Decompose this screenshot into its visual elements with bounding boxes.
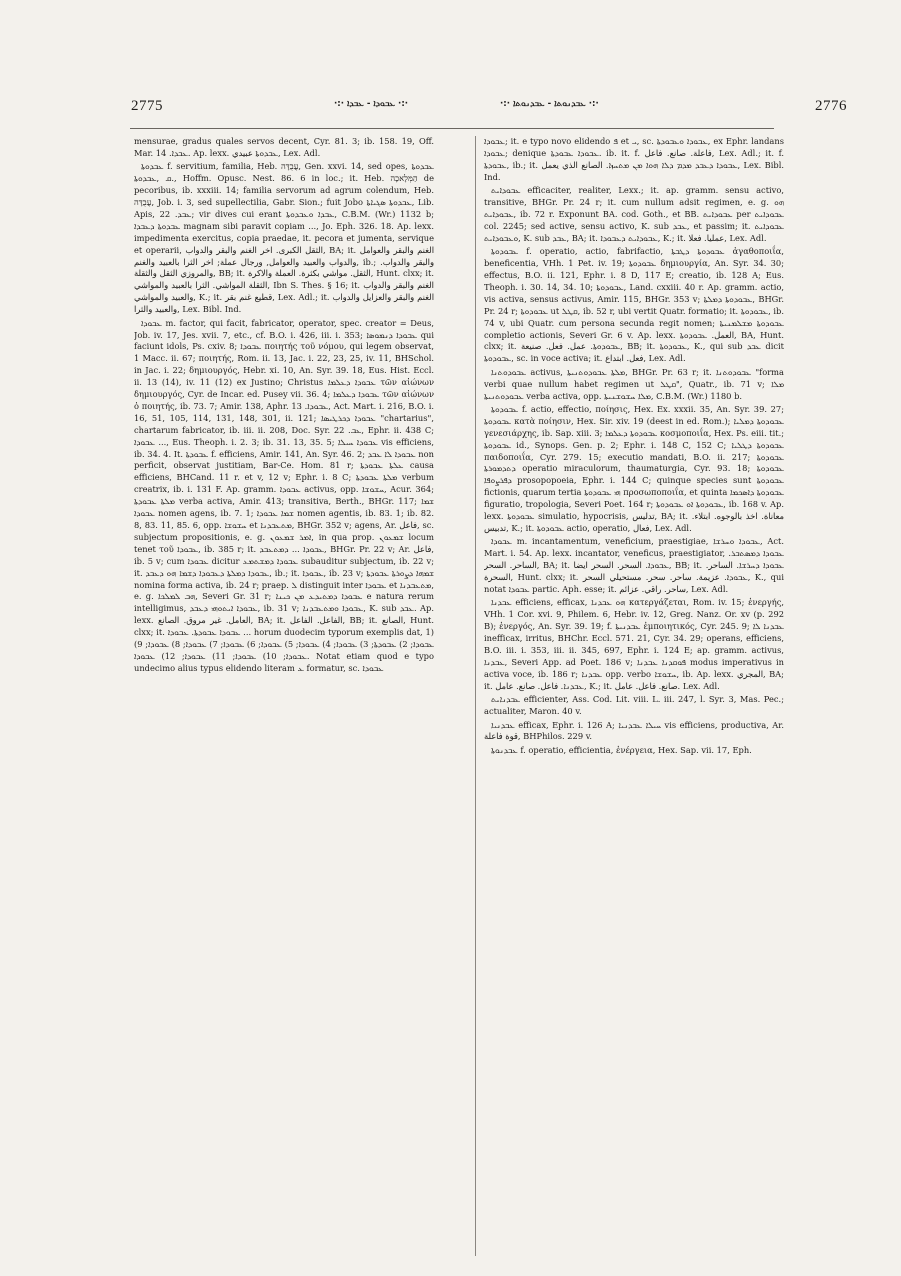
entry-paragraph: ܥܒܕܢܐܝܬ efficienter, Ass. Cod. Lit. viii. L. iii. 247, l. Syr. 3, Mas. Pec.; actualiter, Maron. 40 v. (484, 694, 784, 717)
column-divider (475, 136, 476, 1256)
page-number-left: 2775 (131, 98, 163, 114)
entry-paragraph: ܥܒܘܕܘܬܐ f. actio, effectio, ποίησις, Hex. Ex. xxxii. 35, An. Syr. 39. 27; ܥܒܘܕܘܬܐ κατὰ ποίησιν, Hex. Sir. xiv. 19 (deest in ed. Rom.); ܥܒܘܕܘܬܐ ܕܡܠܝܐ γενεσιάρχης, ib. Sap. xiii. 3; ܥܒܘܕܘܬܐ ܕܥܠܡܐ κοσμοποιΐα, Hex. Ps. eiii. tit.; ܥܒܘܕܘܬܐ id., Synops. Gen. p. 2; Ephr. i. 148 C, 152 C; ܥܒܘܕܘܬܐ ܕܛܠܝܐ παιδοποιΐα, Cyr. 279. 15; executio mandati, B.O. ii. 217; ܥܒܘܕܘܬܐ ܕܬܕܡܘܪܬܐ operatio miraculorum, thaumaturgia, Cyr. 93. 18; ܥܒܘܕܘܬܐ ܕܦܪܨܘܦܐ prosopopoeia, Ephr. i. 144 C; quinque species sunt ܥܒܘܕܘܬܐ fictionis, quarum tertia ܗܝ ܥܒܘܕܘܬܐ προσωποποιΐα, et quinta ܥܒܘܕܘܬܐ ܕܐܣܟܡܐ figuratio, tropologia, Severi Poet. 164 r; ܥܒܘܕܘܬܐ ܐܘ ܥܒܘܕܘܬܐ, ib. 168 v. Ap. lexx. ܥܒܘܕܘܬܐ simulatio, hypocrisis, تدليس, BA; it. معاناة. اخذ بالوجوه. ابتلاء. تدبيس, K.; it. ܥܒܘܕܘܬܐ actio, operatio, فعال, Lex. Adl. (484, 403, 784, 533)
entry-paragraph: ܥܒܘܕܘܬܢܐ activus, ܡܠܬܐ ܥܒܘܕܘܬܢܝܬܐ, BHGr. Pr. 63 r; it. ܥܒܘܕܘܬܢܐ "forma verbi quae nullum habet regimen ut ܩܛܠ", Quatr., ib. 71 v; ܡܠܐ ܥܒܘܕܘܬܢܝܬܐ verba activa, opp. ܡܠܐ ܚܫܘܫܢܝܬܐ, C.B.M. (Wr.) 1180 b. (484, 366, 784, 401)
left-column (134, 136, 434, 1258)
header-rule (130, 128, 774, 129)
entry-paragraph: ܥܒܕܘܬܐ f. servitium, familia, Heb. עֲבֻדָּה, Gen. xxvi. 14, sed opes, ܥܒܕܘܬܐ .ܩ ,ܥܒܕܘܬܐ, Hoffm. Opusc. Nest. 86. 6 in loc.; it. Heb. הַמְּלָאכָה de pecoribus, ib. xxxiii. 14; familia servorum ad agrum colendum, Heb. עֲבֻדָּה, Job. i. 3, sed supellectilia, Gabr. Sion.; fuit Jobo ܥܒܕܘܬܐ ܣܓܝܐܬܐ, Lib. Apis, ܥܒܕ. 22; vir dives cui erant ܥܒܕܐ ܘܥܒܕܘܬܐ, C.B.M. (Wr.) 1132 b; ܥܒܕܘܬܐ ܕܥܒܕܐ magnam sibi paravit copiam ..., Jo. Eph. 326. 18. Ap. lexx. impedimenta exercitus, copia praedae, it. pecora et jumenta, servique et operarii, الثقل الكبرى. اخر الغنم والبقر والدواب, BA; it. الغنم والبقر والعوامل والدواب والعبيد والعوامل, ورجال عملة; اخر الثرا بالعبيد والغنم, ib.; والبقر والدواب. والمروزي الثقل والثقلة, BB; it. الثقل. مواشي بكثرة. العملة والاكرة, Hunt. clxx; it. الثقلة المواشي. الثرا بالعبيد والمواشي, Ibn S. Thes. § 16; it. الغنم والبقر والدواب والعبيد والمواشي, K.; it. قطيع غنم بقر, Lex. Adl.; it. الغنم والبقر والعزايل والدواب والعبيد والثرا, Lex. Bibl. Ind. (134, 161, 434, 315)
page-number-right: 2776 (815, 98, 847, 114)
entry-paragraph: ܥܒܘܕܐ; it. e typo novo elidendo ܦ et ܝ, sc. ܥܒܘܕܐ ܘܥܒܘܕܬܐ, ex Ephr. landans ܥܒܘܕܐ; denique ܥܒܘܕܐ ܥܒܘܕܬܐ. ib. it. f. فاعلة. صانع. فاعل, Lex. Adl.; it. f. ܥܒܘܕܬܐ, ib.; it. ܥܒܘܕܐ ܕܥܒܕ ܡܕܡ ܕܠܐ ܗܘܐ ܡܢ ܡܬܚܙܐ. الصانع الذي يعمل, Lex. Bibl. Ind. (484, 136, 784, 182)
right-column (484, 136, 784, 1258)
entry-paragraph: ܥܒܘܕܐ m. incantamentum, veneficium, praestigiae, ܥܒܘܕܐ ܘܚܪܫܐ, Act. Mart. i. 54. Ap. lexx. incantator, veneficus, praestigiator, ܥܒܘܕܐ ܕܡܣܬܒܪ. الساحر. السحر, BA; it. ܥܒܘܕܐ. السحر. السحر ايضا, BB; it. ܥܒܘܕܐ ܕܚܪܫܐ. الساحر. السحرة, Hunt. clxx; it. ܥܒܘܕܐ. عزيمة. ساحر. سحر. مستحيلي السحر, K., qui notat ܥܒܘܕܐ partic. Aph. esse; it. ساحر. راقي. عزائم, Lex. Adl. (484, 536, 784, 595)
entry-paragraph: mensurae, gradus quales servos decent, Cyr. 81. 3; ib. 158. 19, Off. Mar. ܥܒܕܐ. 14. Ap. lexx. ܥܒܕܘܬܐ عبيدي, Lex. Adl. (134, 136, 434, 158)
running-header (0, 98, 901, 122)
entry-paragraph: ܥܒܕܢܝܐ efficax, Ephr. i. 126 A; ܚܝܠܐ ܥܒܕܢܝܐ vis efficiens, productiva, Ar. قوة فاعلة, BHPhilos. 229 v. (484, 719, 784, 742)
entry-paragraph: ܥܒܘܕܘܬܐ f. operatio, actio, fabrifactio, ܥܒܘܕܘܬܐ ܕܛܒܬܐ ἀγαθοποιΐα, beneficentia, VHh. 1 Pet. iv. 19; ܥܒܘܕܘܬܐ δημιουργία, An. Syr. 34. 30; effectus, B.O. ii. 121, Ephr. i. 8 D, 117 E; creatio, ib. 128 A; Eus. Theoph. i. 30. 14, 34. 10; ܥܒܘܕܘܬܐ, Land. cxxiii. 40 r. Ap. gramm. actio, vis activa, sensus activus, Amir. 115, BHGr. 353 v; ܥܒܘܕܘܬܐ ܕܡܠܬܐ, BHGr. Pr. 24 r; ܥܒܘܕܘܬܐ ut ܩܛܠ, ib. 52 r, ubi vertit Quatr. formatio; it. ܥܒܘܕܘܬܐ, ib. 74 v, ubi Quatr. cum persona secunda regit nomen; ܥܒܘܕܘܬܐ ܡܫܠܡܢܝܬܐ completio actionis, Severi Gr. 6 v. Ap. lexx. العمل. ܥܒܘܕܘܬܐ, BA, Hunt. clxx; it. ܥܒܘܕܘܬܐ. عمل. فعل. صنيعة, BB; it. ܥܒܘܕܘܬܐ, K., qui sub ܥܒܕ dicit ܥܒܘܕܘܬܐ, sc. in voce activa; it. فعل. ابتداع, Lex. Adl. (484, 246, 784, 364)
running-title-left: ·:· ܥܒܘܕܐ - ܥܒܕܐ ·:· (334, 99, 409, 109)
entry-paragraph: ܥܒܕܢܐ efficiens, efficax, ܗܘ ܥܒܕܢܐ κατεργάζεται, Rom. iv. 15; ἐνεργής, VHh. 1 Cor. xvi. 9, Philem. 6, Hebr. iv. 12, Greg. Nanz. Or. xv (p. 292 B); ἐνεργός, An. Syr. 39. 19; f. ܥܒܕܢܝܬܐ ἐμποιητικός, Cyr. 245. 9; ܥܒܕܢܐ ܠܐ inefficax, irritus, BHChr. Eccl. 571. 21, Cyr. 34. 29; operans, efficiens, B.O. iii. i. 353, iii. ii. 345, 697, Ephr. i. 124 E; ap. gramm. activus, ܥܒܕܢܐ, Severi App. ad Poet. 186 v; ܦܘܩܕܢܐ ܥܒܕܢܐ modus imperativus in activa voce, ib. 186 r; ܥܒܕܢܐ opp. verbo ܚܫܘܫܐ, ib. Ap. lexx. المجري, BA; it. ܥܒܕܢܐ. فاعل. صانع. عامل, K.; it. صانع. فاعل. عامل. Lex. Adl. (484, 597, 784, 691)
entry-paragraph: ܥܒܕܢܘܬܐ f. operatio, efficientia, ἐνέργεια, Hex. Sap. vii. 17, Eph. (491, 744, 752, 755)
entry-paragraph: ܥܒܘܕܐ m. factor, qui facit, fabricator, operator, spec. creator = Deus, Job. iv. 17, Jes. xvii. 7, etc., cf. B.O. i. 426, iii. i. 353; ܥܒܘܕܐ ܕܢܡܘܣܐ qui faciunt idols, Ps. cxiv. 8; ܥܒܘܕܐ ποιητής τοῦ νόμου, qui legem observat, 1 Macc. ii. 67; ποιητής, Rom. ii. 13, Jac. i. 22, 23, 25, iv. 11, BHSchol. in Jac. i. 22; δημιουργός, Hebr. xi. 10, An. Syr. 39. 18, Eus. Hist. Eccl. ii. 13 (14), iv. 11 (12) ex Justino; Christus ܥܒܘܕܐ ܕܥܠܡܐ τῶν αἰώνων δημιουργός, Cyr. de Incar. ed. Pusey vii. 36. 4; ܥܒܘܕܐ ܕܥܠܡܐ τῶν αἰώνων ὁ ποιητής, ib. 73. 7; Amir. 138, Aphr. ܥܒܘܕܐ. 13, Act. Mart. i. 216, B.O. i. 16, 51, 105, 114, 131, 148, 301, ii. 121; ܥܒܘܕܐ ܕܟܪܛܝܣܐ "chartarius", chartarum fabricator, ib. iii. ii. 208, Doc. Syr. ܥܒ. 22, Ephr. ii. 438 C; ܥܒܘܕܐ ..., Eus. Theoph. i. 2. 3; ib. 31. 13, 35. 5; ܥܒܘܕܐ ܚܝܠܐ vis efficiens, ib. 34. 4. It. ܥܒܘܕܬܐ f. efficiens, Amir. 141, An. Syr. 46. 2; ܥܒܘܕܐ ܠܐ ܥܒܕ non perficit, observat justitiam, Bar-Ce. Hom. 81 r; ܥܠܬܐ ܥܒܘܕܬܐ causa efficiens, BHCand. 11 r. et v, 12 v; Ephr. i. 8 C; ܡܠܬܐ ܥܒܘܕܬܐ verbum creatrix, ib. i. 131 F. Ap. gramm. ܥܒܘܕܐ activus, opp. ܚܫܘܫܐ, Acur. 364; ܡܠܬܐ ܥܒܘܕܬܐ verba activa, Amir. 413; transitiva, Berth., BHGr. 117; ܫܡܐ ܥܒܘܕܐ nomen agens, ib. 7. 1; ܫܡܐ ܥܒܘܕܐ nomen agentis, ib. 83. 1; ib. 82. 8, 83. 11, 85. 6, opp. ܚܫܘܫܐ et ܡܬܥܒܕܢܐ, BHGr. 352 v; agens, Ar. فاعل, sc. subjectum propositionis, e. g. ܐܡܪ ܫܡܥܘܢ, in qua prop. ܫܡܥܘܢ locum tenet τοῦ ܥܒܘܕܐ, ib. 385 r; it. ܥܒܘܕܐ ... ܕܡܬܥܒܕ, BHGr. Pr. 22 v; Ar. فاعل, ib. 5 v; cum ܥܒܘܕܐ dicitur ܥܒܘܕܐ ܕܡܫܬܡܥ subauditur subjectum, ib. 22 v; it. ܥܒܘܕܐ ܕܡܠܬܐ ܕܥܒܘܕܐ ܕܫܡܐ ܗܘ ܕܥܒܕ, ib.; it. ܥܒܘܕܐ, ib. 23 v; ܫܡܗܐ ܕܨܘܪܬܐ ܥܒܘܕܬܐ nomina forma activa, ib. 24 r; praep. ܠ distinguit inter ܥܒܘܕܐ et ܡܬܥܒܕܢܐ, e. g. ܗܒ ܠܡܠܟܐ, Severi Gr. 31 r; ܥܒܘܕܐ ܕܡܬܝܕܥ ܡܢ ܟܝܢܐ e natura rerum intelligimus, ܥܒܘܕܐ ܐܝܬܘܗܝ ܕܥܒܕ, ib. 31 v; ܥܒܘܕܐ ܘܡܬܥܒܕܢܐ, K. sub ܥܒܕ. Ap. lexx. العامل. غير مروق. الصانع, BA; it. الفاعل. الفاعل, BB; it. الصانع, Hunt. clxx; it. ܥܒܘܕܐ ܥܒܘܕܬܐ. ܥܒܘܕܐ ... horum duodecim typorum exemplis dat, 1) ܥܒܘܕܐ; 2) ܥܒܘܕܬܐ; 3) ܥܒܘܕܐ; 4) ܥܒܘܕܐ; 5) ܥܒܘܕܐ; 6) ܥܒܘܕܐ; 7) ܥܒܘܕܐ; 8) ܥܒܘܕܐ; 9) ܥܒܘܕܐ; 10) ܥܒܘܕܐ; 11) ܥܒܘܕܐ; 12) ܥܒܘܕܐ. Notat etiam quod e typo undecimo alius typus elidendo literam ܥ formatur, sc. ܥܒܘܕܐ (134, 317, 434, 673)
running-title-right: ·:· ܥܒܕܢܘܬܐ - ܥܒܕܢܘܬܐ ·:· (500, 99, 599, 109)
entry-paragraph: ܥܒܘܕܐܝܬ efficaciter, realiter, Lexx.; it. ap. gramm. sensu activo, transitive, BHGr. Pr. 24 r; it. cum nullum adsit regimen, e. g. ܗܘ ܥܒܘܕܐܝܬ, ib. 72 r. Exponunt BA. cod. Goth., et BB. ܥܒܘܕܐܝܬ per ܥܒܘܕܐܝܬ col. 2245; sed active, sensu activo, K. sub ܥܒܕ, et passim; it. ܥܒܘܕܐܝܬ ܘܥܒܘܕܐܝܬ, K. sub ܥܒܕ, BA; it. ܥܒܘܕܐܝܬ ܕܥܒܘܕܐ, K.; it. عمليا. فعلا, Lex. Adl. (484, 185, 784, 243)
